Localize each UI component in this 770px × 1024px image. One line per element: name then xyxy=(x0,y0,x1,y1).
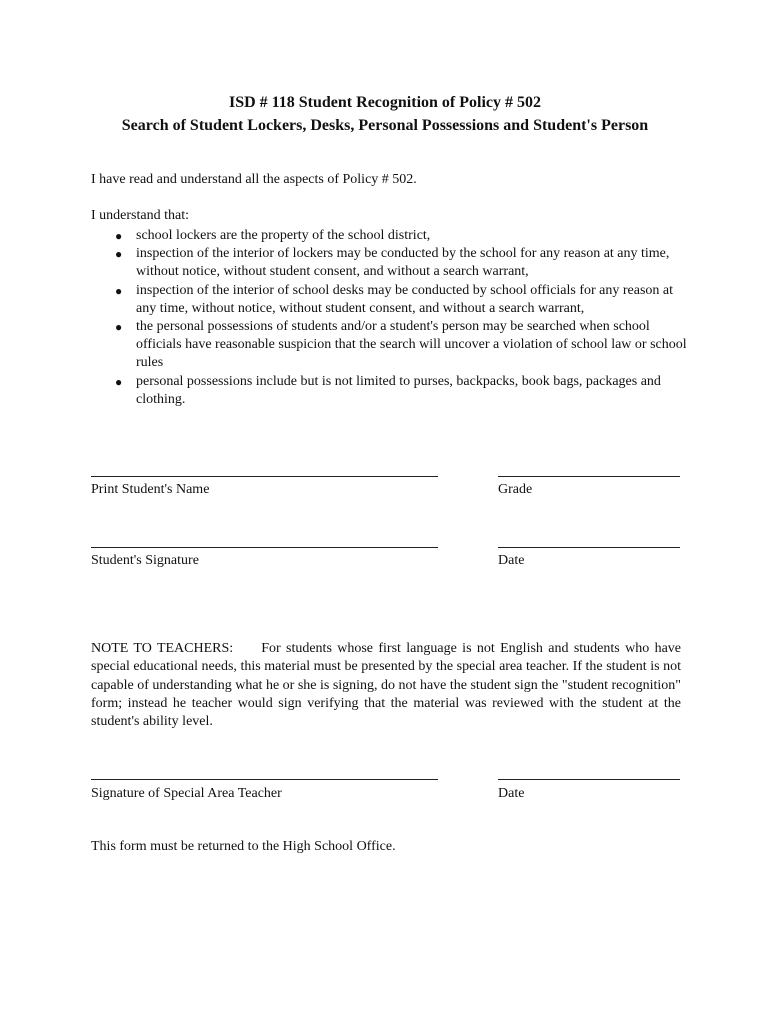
teacher-note xyxy=(91,640,681,731)
bullet-item: ● the personal possessions of students and/or a student's person may be searched when school officials have reasonable suspicion that the search will uncover a violation of school law or school rules xyxy=(115,319,687,371)
form-subtitle: Search of Student Lockers, Desks, Personal Possessions and Student's Person xyxy=(121,117,649,134)
student-name-label: Print Student's Name xyxy=(91,482,210,497)
bullet-item: ● inspection of the interior of lockers may be conducted by the school for any reason at any time, without notice, without student consent, and without a search warrant, xyxy=(115,246,670,280)
bullet-icon: ● xyxy=(115,247,123,262)
policy-bullet-list xyxy=(90,227,690,409)
teacher-date-line[interactable] xyxy=(498,779,680,780)
teacher-date-label: Date xyxy=(498,786,525,801)
grade-label: Grade xyxy=(498,482,533,497)
student-signature-label: Student's Signature xyxy=(91,553,199,568)
student-name-line[interactable] xyxy=(91,476,438,477)
student-date-line[interactable] xyxy=(498,547,680,548)
understand-label: I understand that: xyxy=(91,208,189,223)
bullet-icon: ● xyxy=(115,283,123,298)
student-signature-line[interactable] xyxy=(91,547,438,548)
return-instruction: This form must be returned to the High School Office. xyxy=(91,839,396,854)
form-title: ISD # 118 Student Recognition of Policy # 502 xyxy=(228,94,541,111)
student-date-label: Date xyxy=(498,553,525,568)
teacher-signature-label: Signature of Special Area Teacher xyxy=(91,786,282,801)
bullet-item: ● personal possessions include but is not limited to purses, backpacks, book bags, packages and clothing. xyxy=(115,373,661,407)
bullet-icon: ● xyxy=(115,374,123,389)
teacher-signature-line[interactable] xyxy=(91,779,438,780)
teacher-note-body: For students whose first language is not English and students who have special educational needs, this material must be presented by the special area teacher. If the student is not capable of understanding what he or she is signing, do not have the student sign the "student recognition" form; instead he teacher would sign verifying that the material was reviewed with the student at the student's ability level. xyxy=(91,641,681,730)
teacher-note-lead: NOTE TO TEACHERS: xyxy=(91,641,234,656)
bullet-item: ● inspection of the interior of school desks may be conducted by school officials for any reason at any time, without notice, without student consent, and without a search warrant, xyxy=(115,282,674,316)
bullet-icon: ● xyxy=(115,320,123,335)
bullet-icon: ● xyxy=(115,229,123,243)
bullet-item: ● school lockers are the property of the school district, xyxy=(90,227,690,245)
intro-statement: I have read and understand all the aspects of Policy # 502. xyxy=(91,172,417,187)
grade-line[interactable] xyxy=(498,476,680,477)
